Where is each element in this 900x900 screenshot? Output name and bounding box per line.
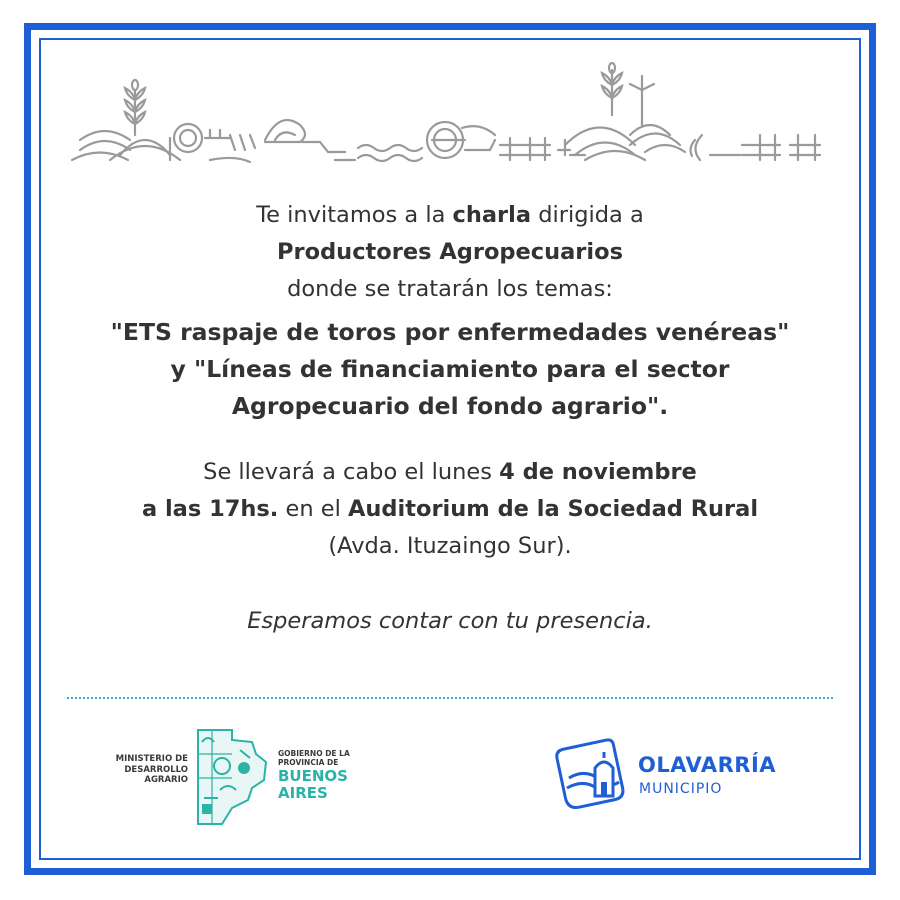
municipality-name: OLAVARRÍA bbox=[638, 753, 777, 777]
municipality-logo bbox=[555, 738, 795, 810]
intro-line bbox=[60, 197, 840, 234]
ministry-name bbox=[112, 754, 188, 786]
event-details bbox=[60, 454, 840, 565]
audience-line bbox=[60, 234, 840, 271]
olavarria-emblem-icon bbox=[555, 738, 627, 810]
event-address: (Avda. Ituzaingo Sur). bbox=[328, 533, 572, 559]
topics-block bbox=[60, 314, 840, 425]
government-line: GOBIERNO DE LA bbox=[278, 749, 350, 758]
topic-line: "ETS raspaje de toros por enfermedades venéreas" bbox=[110, 318, 790, 346]
date-line bbox=[60, 454, 840, 491]
time-venue-line bbox=[60, 491, 840, 528]
ministry-logo bbox=[112, 728, 372, 828]
rural-landscape-illustration bbox=[70, 60, 830, 170]
intro-block bbox=[60, 197, 840, 308]
topic-line: y "Líneas de financiamiento para el sector bbox=[170, 355, 730, 383]
date-prefix: Se llevará a cabo el lunes bbox=[203, 459, 500, 485]
buenos-aires-map-icon bbox=[192, 728, 270, 826]
intro-prefix: Te invitamos a la bbox=[256, 202, 453, 228]
municipality-label: MUNICIPIO bbox=[639, 781, 723, 797]
event-time: a las 17hs. bbox=[141, 496, 279, 522]
dotted-divider bbox=[67, 697, 833, 699]
ministry-line: DESARROLLO bbox=[124, 764, 188, 775]
event-venue: Auditorium de la Sociedad Rural bbox=[348, 496, 759, 522]
event-date: 4 de noviembre bbox=[499, 459, 697, 485]
intro-suffix: dirigida a bbox=[531, 202, 644, 228]
intro-highlight: charla bbox=[452, 202, 532, 228]
audience: Productores Agropecuarios bbox=[277, 239, 623, 265]
topic-line: Agropecuario del fondo agrario". bbox=[231, 392, 669, 420]
closing-message bbox=[60, 603, 840, 640]
ministry-line: AGRARIO bbox=[144, 775, 188, 785]
province-name bbox=[278, 768, 348, 802]
venue-prefix: en el bbox=[278, 496, 348, 522]
government-line: PROVINCIA DE bbox=[278, 758, 339, 767]
ministry-line: MINISTERIO DE bbox=[115, 754, 188, 764]
province-line: AIRES bbox=[278, 784, 328, 802]
government-label bbox=[278, 749, 350, 767]
province-line: BUENOS bbox=[278, 767, 348, 785]
topics-lead: donde se tratarán los temas: bbox=[287, 276, 613, 302]
closing-text: Esperamos contar con tu presencia. bbox=[247, 608, 653, 634]
